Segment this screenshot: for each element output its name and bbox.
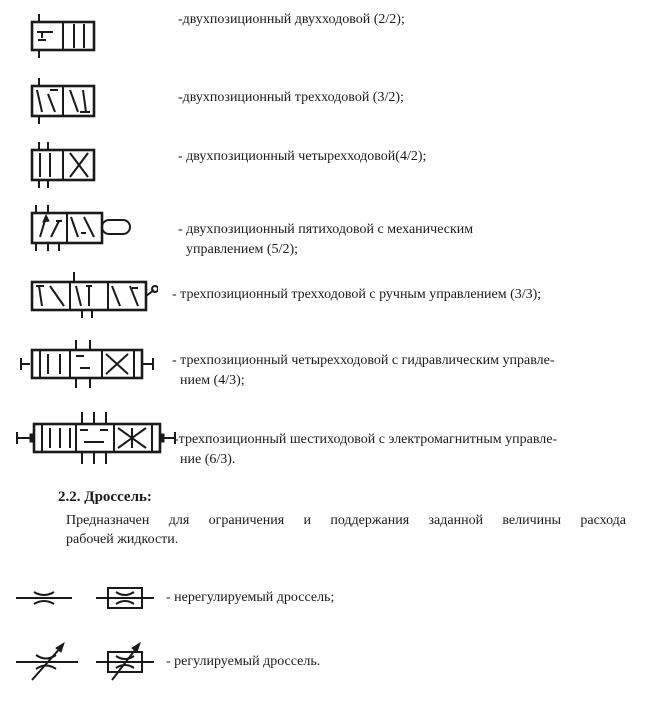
valve-4-3-label <box>172 351 555 391</box>
valve-3-3-symbol <box>26 270 158 320</box>
fixed-throttle-line-symbol <box>14 588 74 608</box>
adjustable-throttle-box-symbol <box>94 642 156 682</box>
valve-5-2-label <box>178 220 473 260</box>
valve-2-2-symbol <box>28 12 100 58</box>
valve-3-2-symbol <box>28 76 100 124</box>
fixed-throttle-label: - нерегулируемый дроссель; <box>166 590 335 605</box>
section-paragraph-line2: рабочей жидкости. <box>66 532 179 547</box>
valve-4-3-label-line2: нием (4/3); <box>180 373 245 388</box>
valve-6-3-symbol <box>14 410 180 466</box>
section-heading: 2.2. Дроссель: <box>58 489 152 505</box>
valve-4-3-label-line1: - трехпозиционный четырехходовой с гидравлическим управле- <box>172 353 555 368</box>
valve-4-2-label: - двухпозиционный четырехходовой(4/2); <box>178 149 427 164</box>
adjustable-throttle-label: - регулируемый дроссель. <box>166 654 321 669</box>
valve-6-3-label-line2: ние (6/3). <box>180 452 236 467</box>
valve-4-2-symbol <box>28 140 100 188</box>
valve-4-3-symbol <box>18 338 158 390</box>
valve-6-3-label-line1: -трехпозиционный шестиходовой с электромагнитным управле- <box>174 432 558 447</box>
valve-5-2-label-line1: - двухпозиционный пятиходовой с механическим <box>178 222 474 237</box>
section-paragraph <box>66 511 626 549</box>
valve-5-2-label-line2: управлением (5/2); <box>186 242 298 257</box>
valve-5-2-symbol <box>26 203 138 253</box>
valve-2-2-label: -двухпозиционный двухходовой (2/2); <box>178 12 405 27</box>
adjustable-throttle-line-symbol <box>14 640 80 684</box>
fixed-throttle-box-symbol <box>94 584 156 612</box>
valve-3-3-label: - трехпозиционный трехходовой с ручным управлением (3/3); <box>172 287 542 302</box>
valve-6-3-label <box>174 430 557 470</box>
section-paragraph-line1: Предназначен для ограничения и поддержания заданной величины расхода <box>66 513 626 528</box>
valve-3-2-label: -двухпозиционный трехходовой (3/2); <box>178 90 404 105</box>
